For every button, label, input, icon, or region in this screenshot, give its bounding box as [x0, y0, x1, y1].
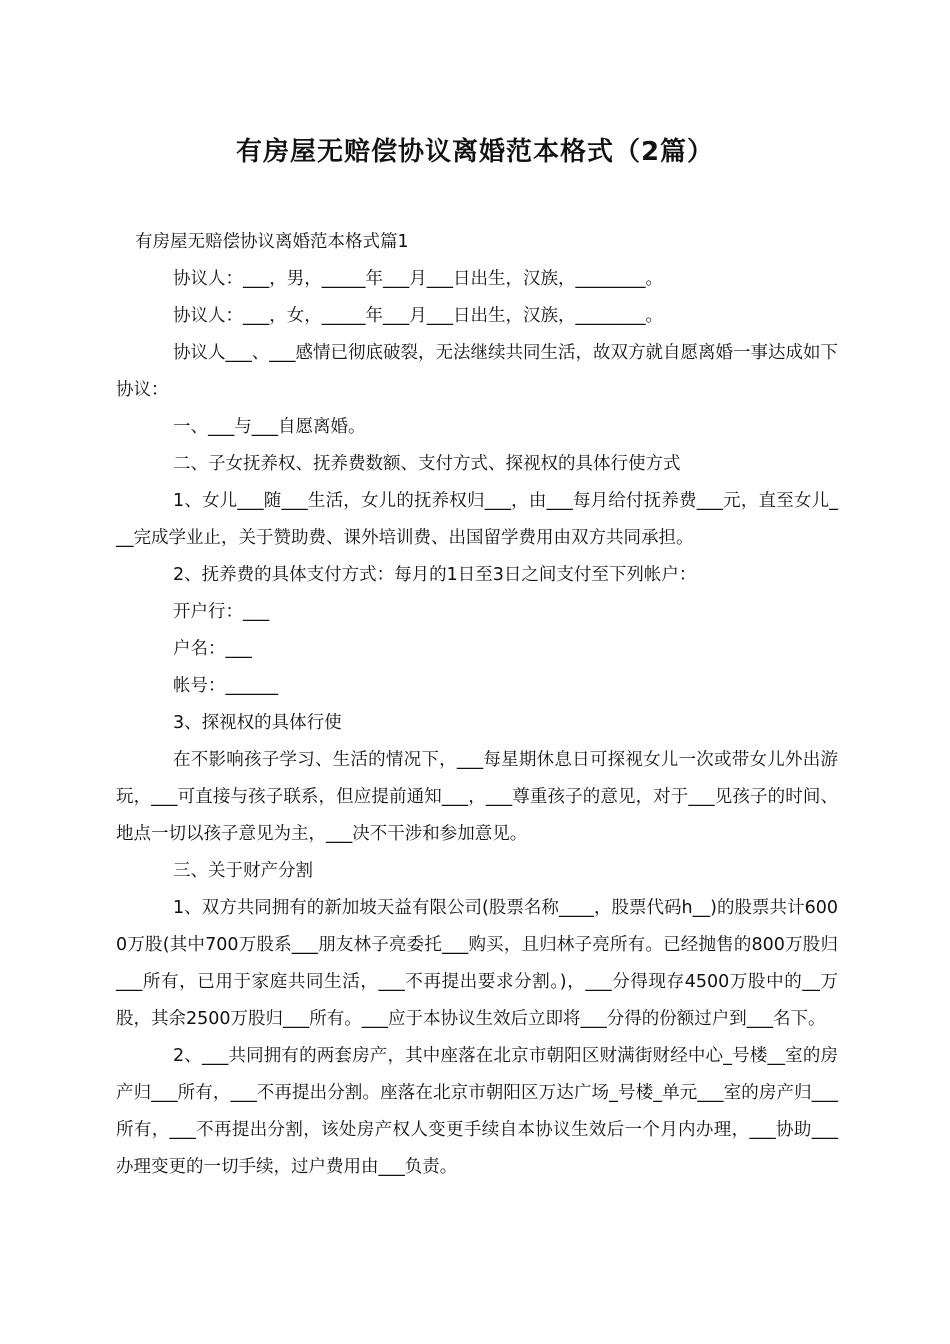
clause-divorce: 一、___与___自愿离婚。 [173, 417, 366, 437]
clause-property-stocks: 1、双方共同拥有的新加坡天益有限公司(股票名称____，股票代码h__)的股票共计6000万股(其中700万股系___朋友林子亮委托___购买，且归林子亮所有。已经抛售的800万股归___所有，已用于家庭共同生活，___不再提出要求分割。)，___分得现存4500万股中的__万股，其余2500万股归___所有。___应于本协议生效后立即将___分得的份额过户到___名下。 [116, 898, 838, 1029]
party-line-female: 协议人：___，女，_____年___月___日出生，汉族，________。 [173, 306, 663, 326]
party-line-male: 协议人：___，男，_____年___月___日出生，汉族，________。 [173, 269, 663, 289]
clause-custody-2: 2、抚养费的具体支付方式：每月的1日至3日之间支付至下列帐户： [173, 565, 697, 585]
clause-heading-property: 三、关于财产分割 [173, 861, 313, 881]
preamble-paragraph: 协议人___、___感情已彻底破裂，无法继续共同生活，故双方就自愿离婚一事达成如下协议： [116, 343, 838, 400]
document-title: 有房屋无赔偿协议离婚范本格式（2篇） [235, 137, 715, 167]
account-number-line: 帐号：______ [173, 676, 278, 696]
clause-custody-1: 1、女儿___随___生活，女儿的抚养权归___，由___每月给付抚养费___元，直至女儿___完成学业止，关于赞助费、课外培训费、出国留学费用由双方共同承担。 [116, 491, 838, 548]
clause-visitation: 在不影响孩子学习、生活的情况下，___每星期休息日可探视女儿一次或带女儿外出游玩，___可直接与孩子联系，但应提前通知___，___尊重孩子的意见，对于___见孩子的时间、地点一切以孩子意见为主，___决不干涉和参加意见。 [116, 750, 838, 844]
bank-name-line: 开户行：___ [173, 602, 270, 622]
clause-visitation-heading: 3、探视权的具体行使 [173, 713, 342, 733]
section-heading: 有房屋无赔偿协议离婚范本格式篇1 [135, 232, 409, 252]
document-body [116, 224, 838, 1186]
account-holder-line: 户名：___ [173, 639, 252, 659]
clause-property-houses: 2、___共同拥有的两套房产，其中座落在北京市朝阳区财满街财经中心_号楼__室的房产归___所有，___不再提出分割。座落在北京市朝阳区万达广场_号楼_单元___室的房产归___所有，___不再提出分割，该处房产权人变更手续自本协议生效后一个月内办理，___协助___办理变更的一切手续，过户费用由___负责。 [116, 1046, 838, 1177]
clause-heading-custody: 二、子女抚养权、抚养费数额、支付方式、探视权的具体行使方式 [173, 454, 681, 474]
